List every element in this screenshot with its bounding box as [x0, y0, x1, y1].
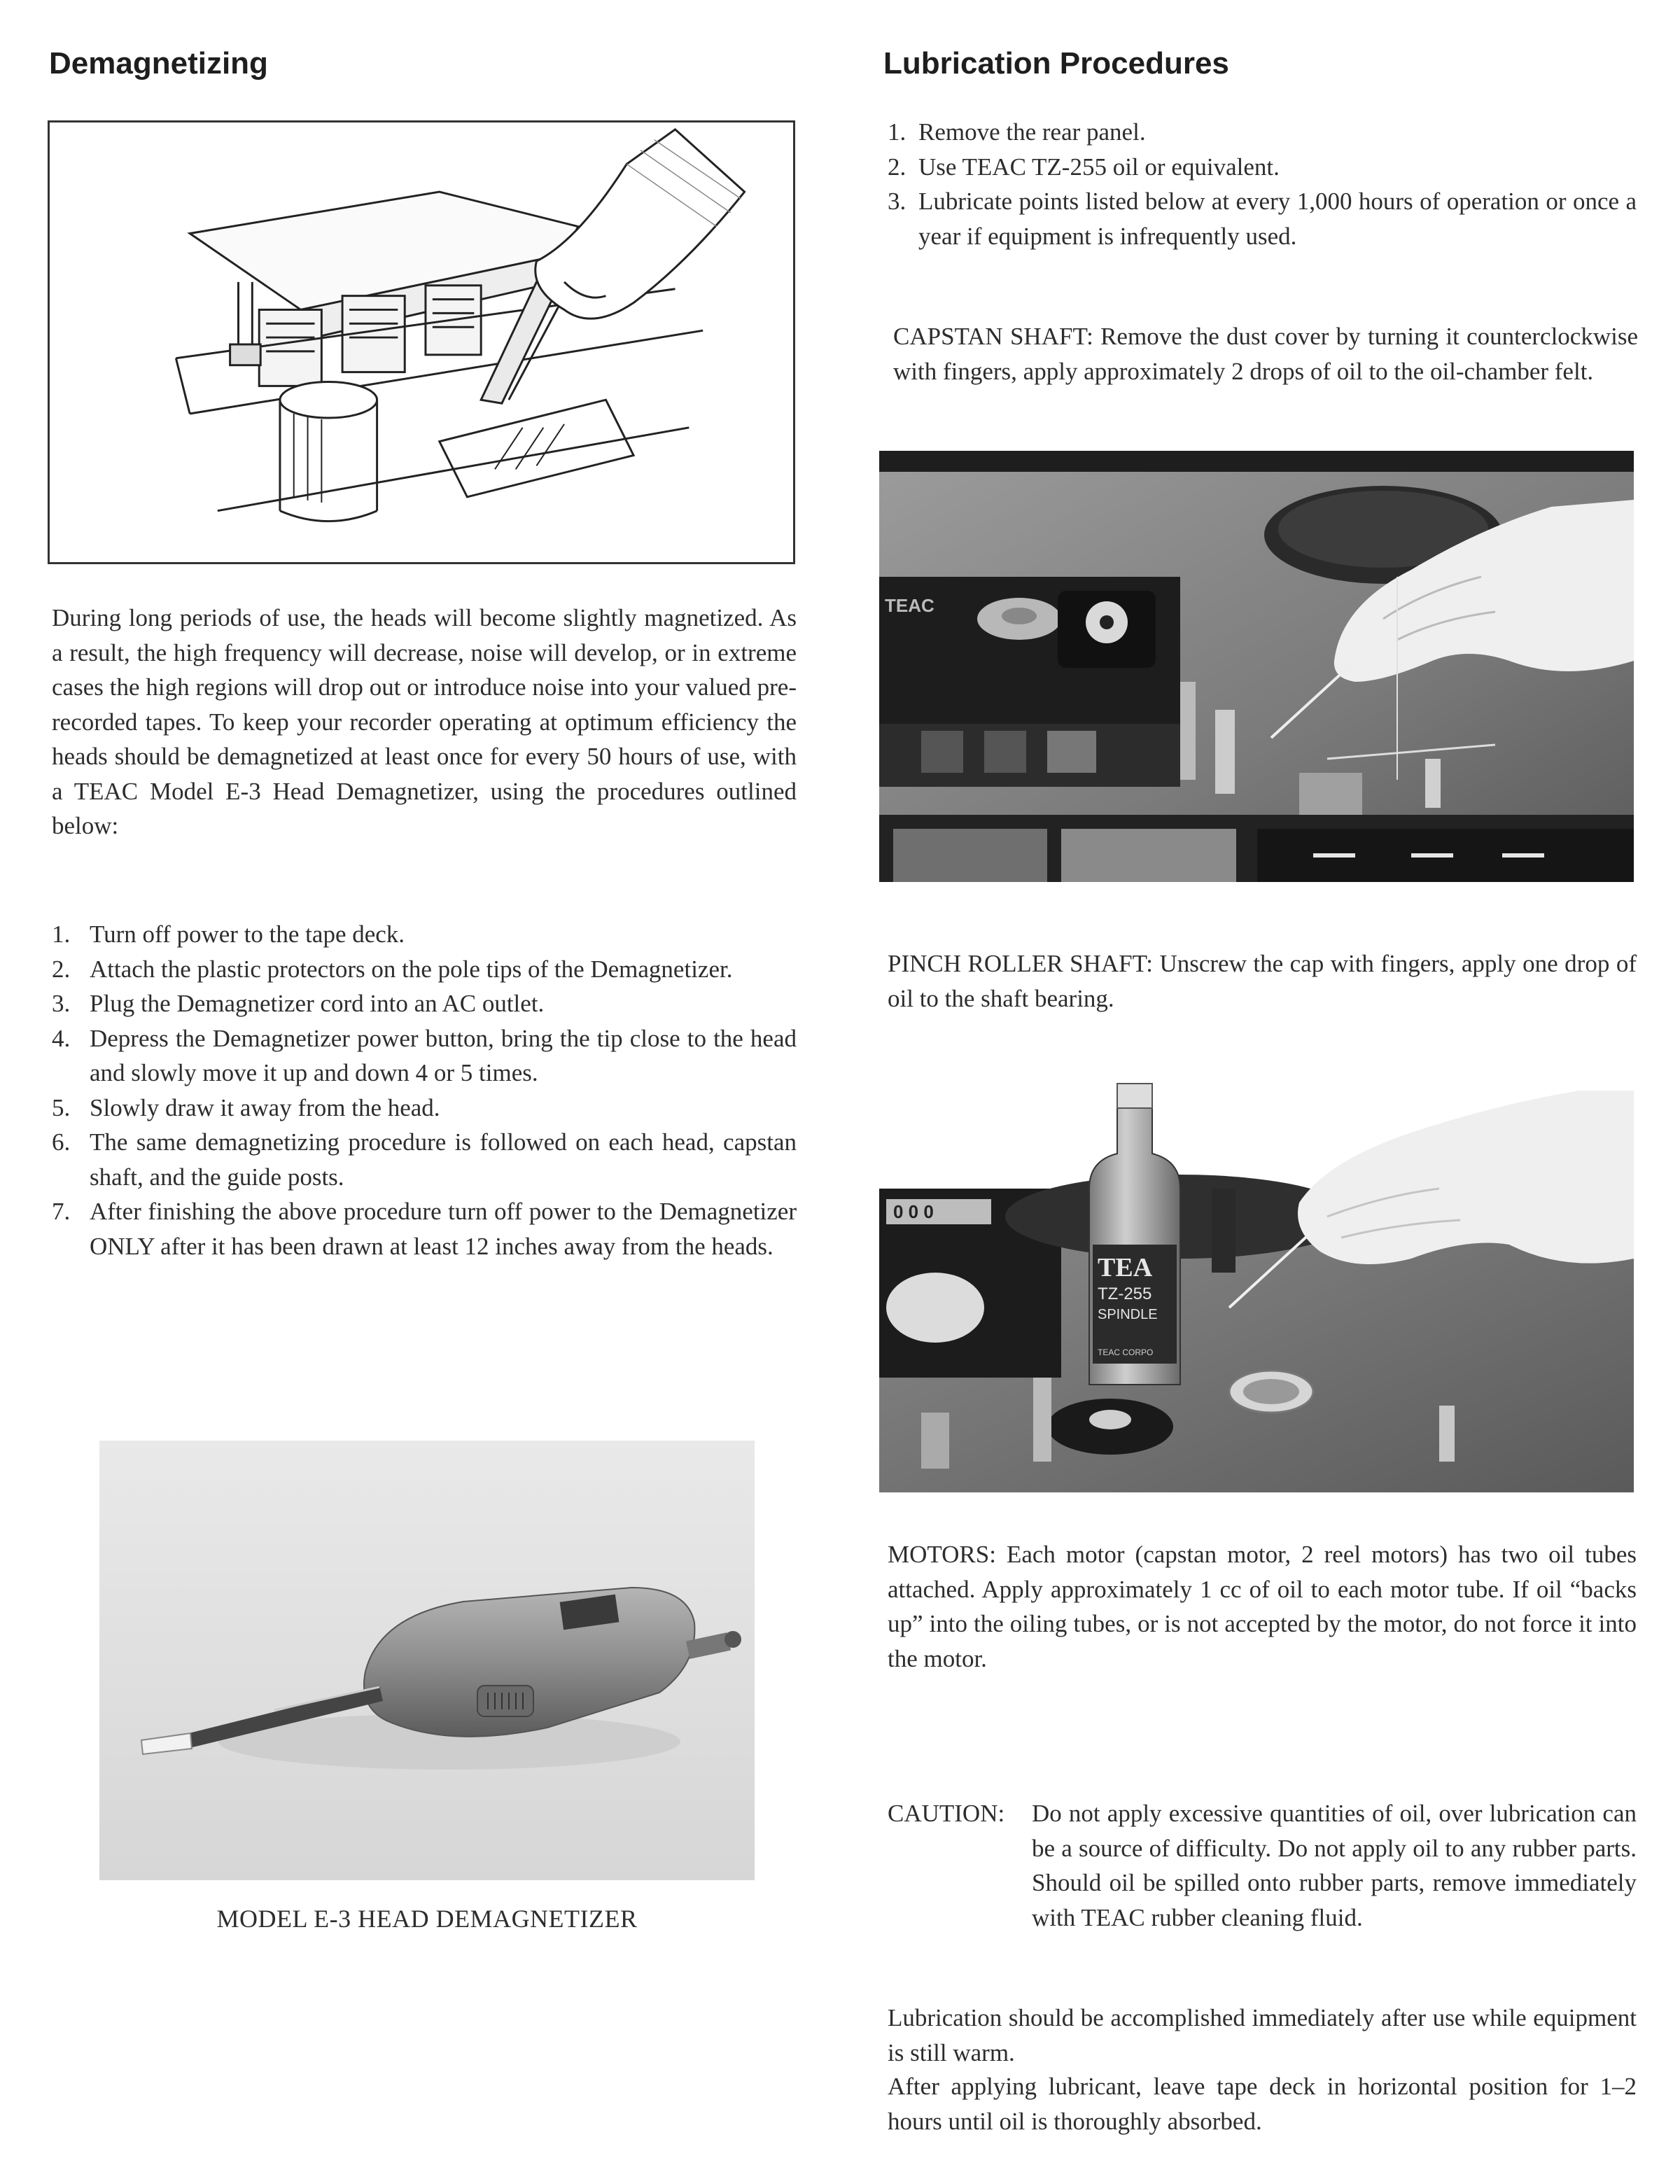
caution-text: Do not apply excessive quantities of oil, over lubrication can be a source of difficulty. Do not apply oil to any rubber parts. Should oil be spilled onto rubber parts, remove immediately with TEAC rubber cleaning fluid. [1032, 1800, 1637, 1931]
motors-text: MOTORS: Each motor (capstan motor, 2 reel motors) has two oil tubes attached. Apply approximately 1 cc of oil to each motor tube. If oil “backs up” into the oiling tubes, or is not accepted by the motor, do not force it into the motor. [888, 1541, 1637, 1672]
demagnetizer-photo [99, 1441, 755, 1880]
list-item: 5. Slowly draw it away from the head. [52, 1093, 440, 1121]
list-item: 7. After finishing the above procedure turn off power to the Demagnetizer ONLY after it has been drawn at least 12 inches away from the heads. [52, 1198, 797, 1260]
list-item: 2. Use TEAC TZ-255 oil or equivalent. [888, 153, 1280, 181]
pinch-roller-oiling-icon [879, 1077, 1634, 1492]
list-item: 2. Attach the plastic protectors on the pole tips of the Demagnetizer. [52, 955, 733, 983]
demagnetizing-intro: During long periods of use, the heads will become slightly magnetized. As a result, the high frequency will decrease, noise will develop, or in extreme cases the high regions will drop out or introduce noise into your valued pre-recorded tapes. To keep your recorder operating at optimum efficiency the heads should be demagnetized at least once for every 50 hours of use, with a TEAC Model E-3 Head Demagnetizer, using the procedures outlined below: [52, 604, 797, 839]
demagnetizing-steps [52, 917, 797, 1264]
demagnetizing-heading: Demagnetizing [49, 46, 268, 80]
capstan-oiling-icon [879, 451, 1634, 882]
bottle-model-label: TZ-255 [1098, 1284, 1152, 1303]
capstan-oiling-photo [879, 451, 1634, 882]
demagnetizer-device-icon [99, 1441, 755, 1880]
deck-counter-label: 0 0 0 [893, 1201, 934, 1222]
caution-label: CAUTION: [888, 1800, 1005, 1827]
pinch-roller-text: PINCH ROLLER SHAFT: Unscrew the cap with fingers, apply one drop of oil to the shaft bearing. [888, 950, 1637, 1012]
capstan-shaft-text: CAPSTAN SHAFT: Remove the dust cover by turning it counterclockwise with fingers, apply approximately 2 drops of oil to the oil-chamber felt. [893, 323, 1638, 385]
lubrication-heading: Lubrication Procedures [883, 46, 1229, 80]
lubrication-absorption-text: After applying lubricant, leave tape deck in horizontal position for 1–2 hours until oil is thoroughly absorbed. [888, 2073, 1637, 2135]
list-item: 6. The same demagnetizing procedure is followed on each head, capstan shaft, and the guide posts. [52, 1128, 797, 1191]
pinch-roller-oiling-photo [879, 1077, 1634, 1492]
list-item: 3. Lubricate points listed below at every 1,000 hours of operation or once a year if equipment is infrequently used. [888, 188, 1637, 250]
bottle-maker-label: TEAC CORPO [1098, 1348, 1154, 1357]
head-demagnetizing-icon [50, 122, 793, 562]
list-item: 1. Turn off power to the tape deck. [52, 920, 405, 948]
deck-brand-label: TEAC [885, 595, 934, 616]
list-item: 1. Remove the rear panel. [888, 118, 1146, 146]
list-item: 4. Depress the Demagnetizer power button, bring the tip close to the head and slowly move it up and down 4 or 5 times. [52, 1024, 797, 1086]
bottle-brand-label: TEA [1098, 1253, 1153, 1282]
list-item: 3. Plug the Demagnetizer cord into an AC outlet. [52, 990, 545, 1017]
lubrication-steps [888, 115, 1637, 253]
demagnetizer-caption: MODEL E-3 HEAD DEMAGNETIZER [216, 1905, 638, 1933]
demagnetizing-illustration [48, 120, 795, 564]
lubrication-timing-text: Lubrication should be accomplished immediately after use while equipment is still warm. [888, 2004, 1637, 2066]
bottle-type-label: SPINDLE [1098, 1307, 1158, 1322]
